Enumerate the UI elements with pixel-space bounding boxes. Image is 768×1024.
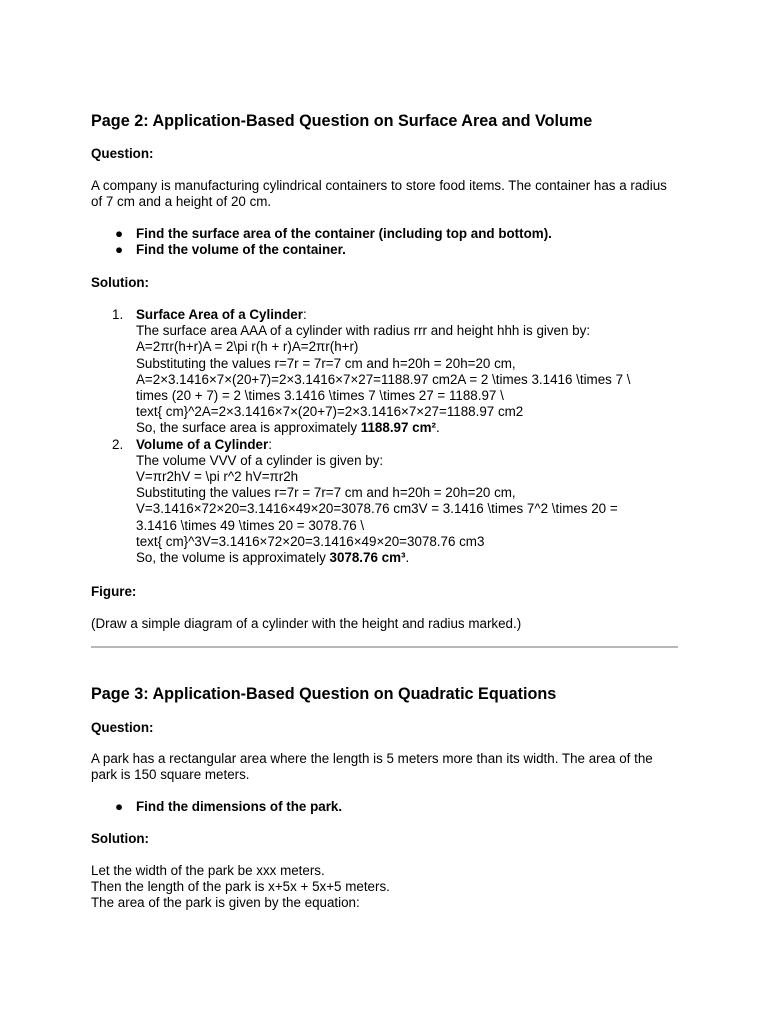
step-line: Substituting the values r=7r = 7r=7 cm and h=20h = 20h=20 cm, bbox=[136, 485, 516, 501]
task-text: Find the volume of the container. bbox=[136, 242, 346, 258]
list-item bbox=[91, 226, 691, 242]
page3-solution-text bbox=[91, 863, 691, 912]
page3-solution-label: Solution: bbox=[91, 831, 150, 846]
step-line: text{ cm}^3V=3.1416×72×20=3.1416×49×20=3078.76 cm3 bbox=[136, 533, 485, 549]
step-line: Substituting the values r=7r = 7r=7 cm and h=20h = 20h=20 cm, bbox=[136, 355, 516, 371]
step-heading-line: Surface Area of a Cylinder: bbox=[136, 307, 307, 322]
task-text: Find the surface area of the container (including top and bottom). bbox=[136, 226, 552, 241]
page3-title: Page 3: Application-Based Question on Quadratic Equations bbox=[91, 685, 557, 703]
page2-figure-label: Figure: bbox=[91, 584, 137, 599]
solution-step bbox=[91, 437, 691, 567]
step-line: The volume VVV of a cylinder is given by: bbox=[136, 452, 384, 468]
page2-task-list bbox=[91, 226, 691, 258]
step-result-prefix: So, the volume is approximately bbox=[136, 550, 330, 566]
page2-solution-steps bbox=[91, 307, 691, 566]
step-result-line: So, the surface area is approximately 1188.97 cm². bbox=[136, 420, 440, 436]
page2-figure-text: (Draw a simple diagram of a cylinder with the height and radius marked.) bbox=[91, 616, 522, 631]
page2-question-label: Question: bbox=[91, 146, 154, 161]
solution-line: Then the length of the park is x+5x + 5x+5 meters. bbox=[91, 879, 390, 895]
page3-solution-label-wrap bbox=[91, 831, 691, 847]
step-line: The surface area AAA of a cylinder with radius rrr and height hhh is given by: bbox=[136, 323, 591, 339]
step-line: A=2πr(h+r)A = 2\pi r(h + r)A=2πr(h+r) bbox=[136, 339, 359, 355]
step-number: 2. bbox=[112, 436, 124, 452]
page2-solution-label: Solution: bbox=[91, 275, 150, 290]
step-line: 3.1416 \times 49 \times 20 = 3078.76 \ bbox=[136, 517, 365, 533]
step-line: A=2×3.1416×7×(20+7)=2×3.1416×7×27=1188.97 cm2A = 2 \times 3.1416 \times 7 \ bbox=[136, 371, 631, 387]
section-title-page3 bbox=[91, 684, 691, 704]
page2-question-label-wrap bbox=[91, 146, 691, 162]
page2-solution-label-wrap bbox=[91, 275, 691, 291]
page2-figure-label-wrap bbox=[91, 584, 691, 600]
bullet-icon: ● bbox=[115, 242, 124, 258]
page3-question-label-wrap bbox=[91, 720, 691, 736]
step-number: 1. bbox=[112, 307, 124, 322]
step-result-line: So, the volume is approximately 3078.76 cm³. bbox=[136, 550, 410, 566]
step-heading: Volume of a Cylinder bbox=[136, 436, 269, 452]
step-heading: Surface Area of a Cylinder bbox=[136, 307, 303, 322]
solution-step bbox=[91, 307, 691, 437]
step-line: V=3.1416×72×20=3.1416×49×20=3078.76 cm3V = 3.1416 \times 7^2 \times 20 = bbox=[136, 501, 618, 517]
list-item bbox=[91, 242, 691, 258]
section-title-page2 bbox=[91, 111, 691, 131]
step-line: text{ cm}^2A=2×3.1416×7×(20+7)=2×3.1416×7×27=1188.97 cm2 bbox=[136, 404, 524, 420]
step-line: V=πr2hV = \pi r^2 hV=πr2h bbox=[136, 469, 299, 485]
step-result-value: 1188.97 cm² bbox=[360, 420, 436, 436]
step-line: times (20 + 7) = 2 \times 3.1416 \times 7 \times 27 = 1188.97 \ bbox=[136, 388, 504, 404]
list-item bbox=[91, 799, 691, 815]
solution-line: The area of the park is given by the equation: bbox=[91, 895, 360, 911]
page3-question-text: A park has a rectangular area where the length is 5 meters more than its width. The area of the park is 150 square meters. bbox=[91, 751, 653, 783]
page3-question-label: Question: bbox=[91, 720, 154, 735]
page2-question-text: A company is manufacturing cylindrical containers to store food items. The container has a radius of 7 cm and a height of 20 cm. bbox=[91, 178, 667, 210]
page2-figure-text-wrap bbox=[91, 616, 691, 632]
page2-title: Page 2: Application-Based Question on Surface Area and Volume bbox=[91, 112, 593, 130]
section-divider bbox=[91, 646, 678, 648]
solution-line: Let the width of the park be xxx meters. bbox=[91, 863, 325, 878]
step-result-prefix: So, the surface area is approximately bbox=[136, 420, 361, 436]
page3-question-text-wrap bbox=[91, 751, 681, 783]
bullet-icon: ● bbox=[115, 799, 124, 814]
step-heading-line: Volume of a Cylinder: bbox=[136, 436, 272, 452]
bullet-icon: ● bbox=[115, 226, 124, 241]
step-result-value: 3078.76 cm³ bbox=[329, 550, 406, 566]
page3-task-list bbox=[91, 799, 691, 815]
task-text: Find the dimensions of the park. bbox=[136, 799, 343, 814]
page2-question-text-wrap bbox=[91, 178, 681, 210]
